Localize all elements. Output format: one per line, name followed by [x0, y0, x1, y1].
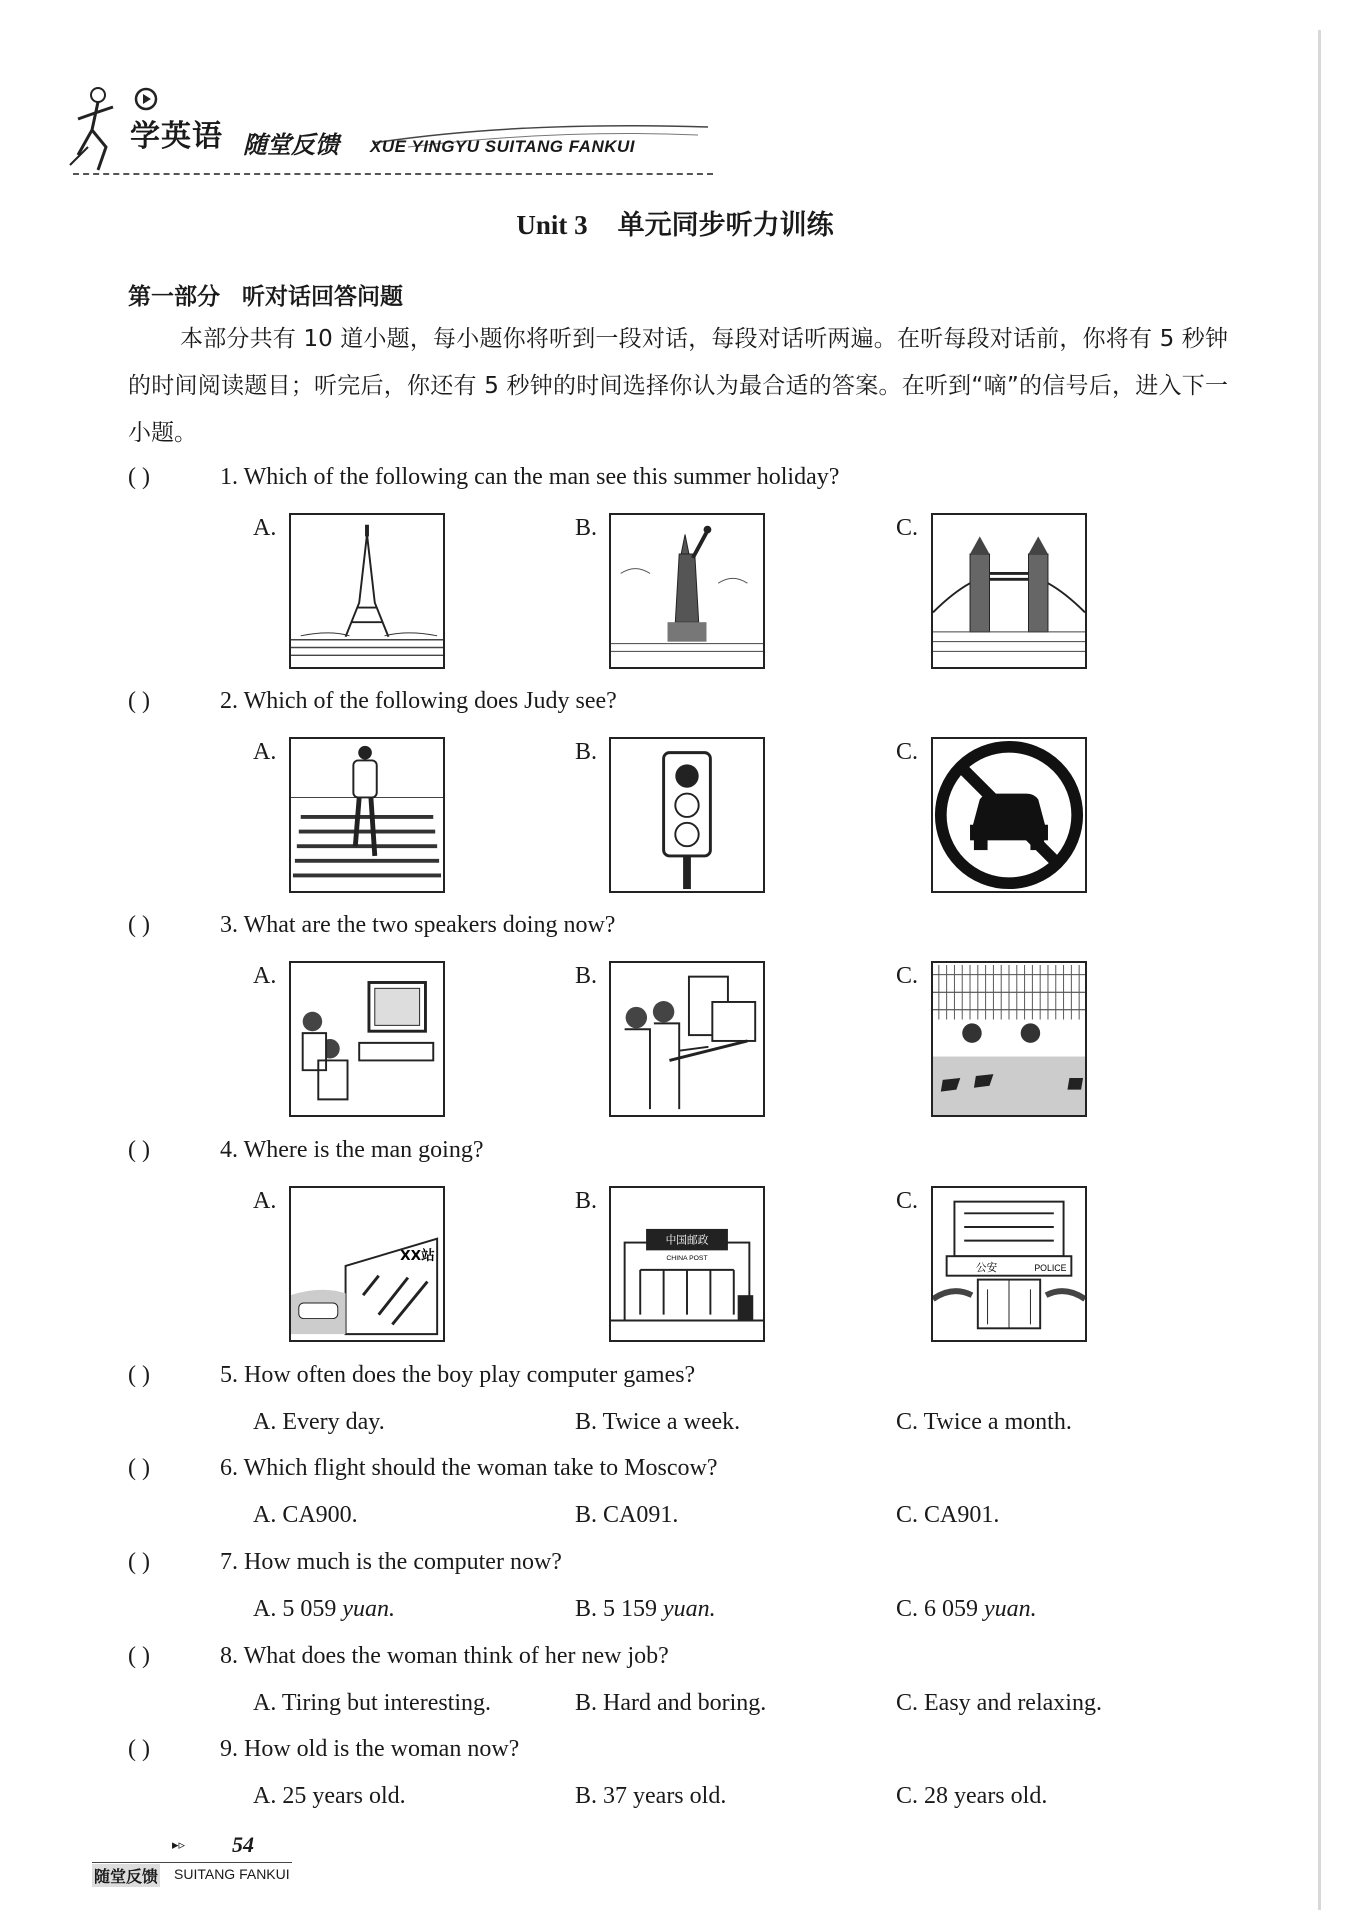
- page-number: 54: [232, 1832, 254, 1857]
- option-letter: C.: [896, 515, 919, 541]
- watching-tv-icon[interactable]: [289, 961, 445, 1117]
- question-5-options: [0, 1409, 1350, 1449]
- tower-bridge-icon[interactable]: [931, 513, 1087, 669]
- option-letter: B.: [575, 963, 598, 989]
- runner-icon: [68, 85, 138, 175]
- page-footer: [92, 1828, 392, 1888]
- question-5: [128, 1362, 695, 1389]
- header-logo: [68, 85, 668, 180]
- question-4: [128, 1137, 483, 1164]
- section-title: 听对话回答问题: [242, 284, 403, 310]
- question-2: [128, 688, 617, 715]
- traffic-light-icon[interactable]: [609, 737, 765, 893]
- reading-library-icon[interactable]: [931, 961, 1087, 1117]
- question-8: [128, 1643, 669, 1670]
- option-letter: B.: [575, 739, 598, 765]
- answer-blank[interactable]: ( ): [128, 1549, 150, 1575]
- using-computer-icon[interactable]: [609, 961, 765, 1117]
- question-8-options: [0, 1690, 1350, 1730]
- option-letter: B.: [575, 1188, 598, 1214]
- question-6: [128, 1455, 717, 1482]
- option-letter: B.: [575, 515, 598, 541]
- option-c[interactable]: [896, 1596, 1037, 1623]
- answer-blank[interactable]: ( ): [128, 1736, 150, 1762]
- footer-brand-cn: 随堂反馈: [92, 1864, 160, 1887]
- option-c[interactable]: C. CA901.: [896, 1502, 1000, 1528]
- eiffel-tower-icon[interactable]: [289, 513, 445, 669]
- station-sign-text: XX站: [400, 1248, 435, 1265]
- option-a[interactable]: A. Every day.: [253, 1409, 385, 1435]
- option-c[interactable]: C. 28 years old.: [896, 1783, 1048, 1809]
- question-text: 5. How often does the boy play computer games?: [220, 1362, 696, 1388]
- post-sign-en-text: CHINA POST: [666, 1255, 708, 1263]
- no-cars-sign-icon[interactable]: [931, 737, 1087, 893]
- answer-blank[interactable]: ( ): [128, 1455, 150, 1481]
- post-sign-text: 中国邮政: [665, 1233, 709, 1247]
- police-en-text: POLICE: [1034, 1262, 1067, 1273]
- question-7-options: [0, 1596, 1350, 1636]
- option-a[interactable]: A. 25 years old.: [253, 1783, 406, 1809]
- question-1: [128, 464, 839, 491]
- option-letter: C.: [896, 1188, 919, 1214]
- option-c[interactable]: C. Easy and relaxing.: [896, 1690, 1102, 1716]
- train-station-icon[interactable]: [289, 1186, 445, 1342]
- option-letter: C.: [896, 739, 919, 765]
- option-b[interactable]: B. Twice a week.: [575, 1409, 741, 1435]
- question-2-images: [0, 737, 1350, 897]
- option-a[interactable]: A. CA900.: [253, 1502, 358, 1528]
- question-3: [128, 912, 615, 939]
- police-station-icon[interactable]: [931, 1186, 1087, 1342]
- section-heading: [128, 278, 403, 311]
- option-b[interactable]: B. CA091.: [575, 1502, 679, 1528]
- statue-of-liberty-icon[interactable]: [609, 513, 765, 669]
- option-letter: C.: [896, 963, 919, 989]
- currency-unit: yuan.: [342, 1596, 395, 1622]
- currency-unit: yuan.: [663, 1596, 716, 1622]
- question-text: 1. Which of the following can the man see this summer holiday?: [220, 464, 840, 490]
- question-text: 4. Where is the man going?: [220, 1137, 484, 1163]
- question-6-options: [0, 1502, 1350, 1542]
- footer-divider: [92, 1862, 292, 1863]
- question-text: 3. What are the two speakers doing now?: [220, 912, 616, 938]
- footer-brand-en: SUITANG FANKUI: [174, 1866, 290, 1882]
- question-text: 8. What does the woman think of her new job?: [220, 1643, 669, 1669]
- currency-unit: yuan.: [984, 1596, 1037, 1622]
- question-text: 7. How much is the computer now?: [220, 1549, 562, 1575]
- logo-pinyin: XUE YINGYU SUITANG FANKUI: [370, 137, 636, 156]
- option-letter: A.: [253, 739, 277, 765]
- unit-name: 单元同步听力训练: [617, 210, 834, 241]
- option-c[interactable]: C. Twice a month.: [896, 1409, 1072, 1435]
- option-value: A. 5 059: [253, 1596, 337, 1622]
- option-letter: A.: [253, 963, 277, 989]
- option-letter: A.: [253, 515, 277, 541]
- play-icon: [134, 87, 158, 111]
- question-3-images: [0, 961, 1350, 1121]
- crosswalk-icon[interactable]: [289, 737, 445, 893]
- answer-blank[interactable]: ( ): [128, 464, 150, 490]
- logo-subtitle: 随堂反馈: [243, 131, 339, 159]
- post-office-icon[interactable]: [609, 1186, 765, 1342]
- question-text: 2. Which of the following does Judy see?: [220, 688, 617, 714]
- arrow-icon: ▸▹: [172, 1838, 186, 1853]
- question-text: 6. Which flight should the woman take to Moscow?: [220, 1455, 718, 1481]
- option-b[interactable]: B. Hard and boring.: [575, 1690, 767, 1716]
- answer-blank[interactable]: ( ): [128, 912, 150, 938]
- option-a[interactable]: A. Tiring but interesting.: [253, 1690, 492, 1716]
- option-value: B. 5 159: [575, 1596, 658, 1622]
- section-label: 第一部分: [128, 284, 220, 310]
- header-divider: [73, 173, 713, 175]
- section-instructions: 本部分共有 10 道小题，每小题你将听到一段对话，每段对话听两遍。在听每段对话前，你将有 5 秒钟的时间阅读题目；听完后，你还有 5 秒钟的时间选择你认为最合适的答案。在听到“嘀”的信号后，进入下一小题。: [128, 326, 1228, 446]
- option-a[interactable]: [253, 1596, 395, 1623]
- question-text: 9. How old is the woman now?: [220, 1736, 520, 1762]
- option-b[interactable]: [575, 1596, 716, 1623]
- logo-title: 学英语: [130, 119, 223, 154]
- unit-title: [0, 203, 1350, 242]
- answer-blank[interactable]: ( ): [128, 688, 150, 714]
- option-b[interactable]: B. 37 years old.: [575, 1783, 727, 1809]
- option-value: C. 6 059: [896, 1596, 979, 1622]
- unit-label: Unit 3: [516, 210, 588, 240]
- question-7: [128, 1549, 562, 1576]
- answer-blank[interactable]: ( ): [128, 1643, 150, 1669]
- question-9: [128, 1736, 519, 1763]
- police-cn-text: 公安: [975, 1260, 998, 1274]
- option-letter: A.: [253, 1188, 277, 1214]
- question-4-images: [0, 1186, 1350, 1346]
- answer-blank[interactable]: ( ): [128, 1137, 150, 1163]
- answer-blank[interactable]: ( ): [128, 1362, 150, 1388]
- question-9-options: [0, 1783, 1350, 1823]
- question-1-images: [0, 513, 1350, 673]
